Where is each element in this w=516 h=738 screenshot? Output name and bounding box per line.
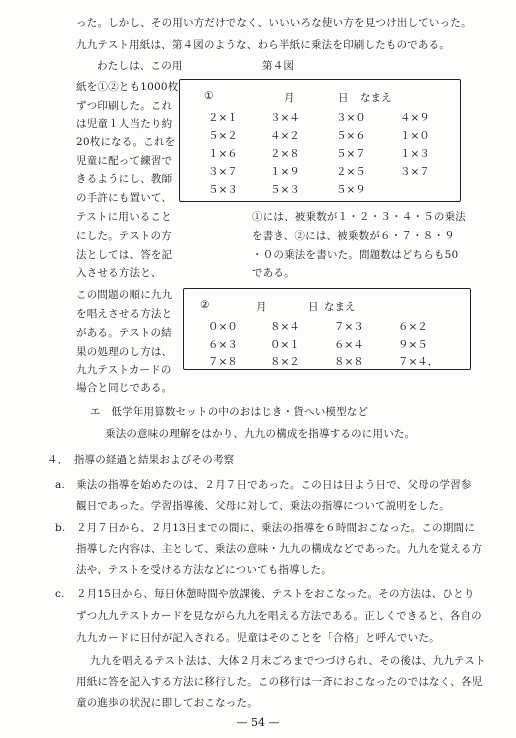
left-col-line: 果の処理のし方は、 xyxy=(76,346,173,358)
left-col-line: 児童に配って練習で xyxy=(76,155,173,167)
figure-note-line: ①には、被乗数が１・２・３・４・５の乗法 xyxy=(252,211,466,223)
problem: ２×８ xyxy=(270,148,300,160)
final-para-line: 九九を唱えるテスト法は、大体２月末ごろまでつづけられ、その後は、九九テスト xyxy=(90,655,486,667)
problem: ４×２ xyxy=(270,130,300,142)
month-label: 月 xyxy=(256,301,267,313)
problem: ３×０ xyxy=(336,112,366,124)
test-sheet-1 xyxy=(179,79,461,202)
name-label: なまえ xyxy=(324,301,356,313)
left-col-line: わたしは、この用 xyxy=(97,60,183,72)
problem: １×９ xyxy=(270,166,300,178)
item-e-title: エ 低学年用算数セットの中のおはじき・貨へい模型など xyxy=(90,406,369,418)
page-number: — 54 — xyxy=(236,716,280,729)
left-col-line: 紙を①②とも1000枚 xyxy=(76,81,179,93)
left-col-line: 九九テストカードの xyxy=(76,364,172,376)
problem: ５×２ xyxy=(208,130,238,142)
problem: ２×１ xyxy=(208,112,238,124)
problem: ５×３ xyxy=(270,184,300,196)
problem: １×３ xyxy=(400,148,430,160)
test-sheet-2 xyxy=(183,288,471,370)
problem: ５×３ xyxy=(208,184,238,196)
month-label: 月 xyxy=(284,92,295,104)
problem: ３×７ xyxy=(208,166,238,178)
left-col-line: 入させる方法と、 xyxy=(76,267,162,279)
problem: ８×４ xyxy=(270,321,300,333)
item-e-text: 乗法の意味の理解をはかり、九九の構成を指導するのに用いた。 xyxy=(105,428,416,440)
left-col-line: この問題の順に九九 xyxy=(76,289,173,301)
para-c-line: ずつ九九テストカードを見ながら九九を唱える方法である。正しくできると、各自の xyxy=(76,610,482,622)
para-c-line: ２月15日から、毎日休憩時間や放課後、テストをおこなった。その方法は、ひとり xyxy=(76,588,475,600)
left-col-line: は児童１人当たり約 xyxy=(76,118,173,130)
sheet-number: ② xyxy=(200,299,210,311)
figure-note-line: を書き、②には、被乗数が６・７・８・９ xyxy=(252,230,455,242)
problem: ７×４． xyxy=(398,356,439,368)
left-col-line: にした。テストの方 xyxy=(76,230,172,242)
left-col-line: きるようにし、教師 xyxy=(76,173,173,185)
para-c-marker: c. xyxy=(55,588,65,600)
problem: １×０ xyxy=(400,130,430,142)
problem: ５×６ xyxy=(336,130,366,142)
para-b-line: 法や、テストを受ける方法などについても指導した。 xyxy=(76,564,332,576)
final-para-line: 用紙に答を記入する方法に移行した。この移行は一斉におこなったのではなく、各児 xyxy=(76,676,483,688)
left-col-line: 法としては、答を記 xyxy=(76,249,173,261)
left-col-line: 場合と同じである。 xyxy=(76,382,173,394)
left-col-line: テストに用いること xyxy=(76,211,172,223)
problem: ４×９ xyxy=(400,112,430,124)
figure-label: 第４図 xyxy=(262,60,295,72)
left-col-line: の手許にも置いて、 xyxy=(76,192,173,204)
intro-line: 九九テスト用紙は、第４図のような、わら半紙に乗法を印刷したものである。 xyxy=(76,39,451,51)
para-c-line: 九九カードに日付が記入される。児童はそのことを「合格」と呼んでいた。 xyxy=(76,632,440,644)
problem: ２×５ xyxy=(336,166,366,178)
left-col-line: がある。テストの結 xyxy=(76,327,172,339)
problem: ６×３ xyxy=(208,339,238,351)
para-a-marker: a. xyxy=(55,479,65,491)
para-a-line: 乗法の指導を始めたのは、２月７日であった。この日は日よう日で、父母の学習参 xyxy=(76,479,472,491)
day-label: 日 xyxy=(308,301,319,313)
problem: ６×２ xyxy=(398,321,428,333)
sheet-number: ① xyxy=(204,90,214,102)
left-col-line: ずつ印刷した。これ xyxy=(76,100,173,112)
problem: ７×８ xyxy=(208,356,238,368)
problem: ３×７ xyxy=(400,166,430,178)
problem: ３×４ xyxy=(270,112,300,124)
figure-note-line: ・０の乗法を書いた。問題数はどちらも50 xyxy=(252,249,459,261)
problem: ７×３ xyxy=(334,321,364,333)
para-a-line: 観日であった。学習指導後、父母に対して、乗法の指導について説明をした。 xyxy=(76,500,450,512)
day-label: 日 xyxy=(338,92,349,104)
left-col-line: を唱えさせる方法と xyxy=(76,308,173,320)
figure-note-line: である。 xyxy=(252,267,295,279)
problem: ０×０ xyxy=(208,321,238,333)
problem: ９×５ xyxy=(398,339,428,351)
problem: ６×４ xyxy=(334,339,364,351)
problem: ８×８ xyxy=(334,356,364,368)
problem: ０×１ xyxy=(270,339,300,351)
left-col-line: 20枚になる。これを xyxy=(76,136,176,148)
name-label: なまえ xyxy=(360,92,392,104)
para-b-line: ２月７日から、２月13日までの間に、乗法の指導を６時間おこなった。この期間に xyxy=(76,522,475,534)
problem: ５×７ xyxy=(336,148,366,160)
section-heading: ４． 指導の経過と結果およびその考察 xyxy=(47,454,235,466)
final-para-line: 童の進歩の状況に即しておこなった。 xyxy=(76,697,258,709)
problem: ５×９ xyxy=(336,184,366,196)
problem: ８×２ xyxy=(270,356,300,368)
para-b-line: 指導した内容は、主として、乗法の意味・九九の構成などであった。九九を覚える方 xyxy=(76,543,483,555)
para-b-marker: b. xyxy=(55,522,66,534)
problem: １×６ xyxy=(208,148,238,160)
intro-line: った。しかし、その用い方だけでなく、いいいろな使い方を見つけ出していった。 xyxy=(76,17,472,29)
